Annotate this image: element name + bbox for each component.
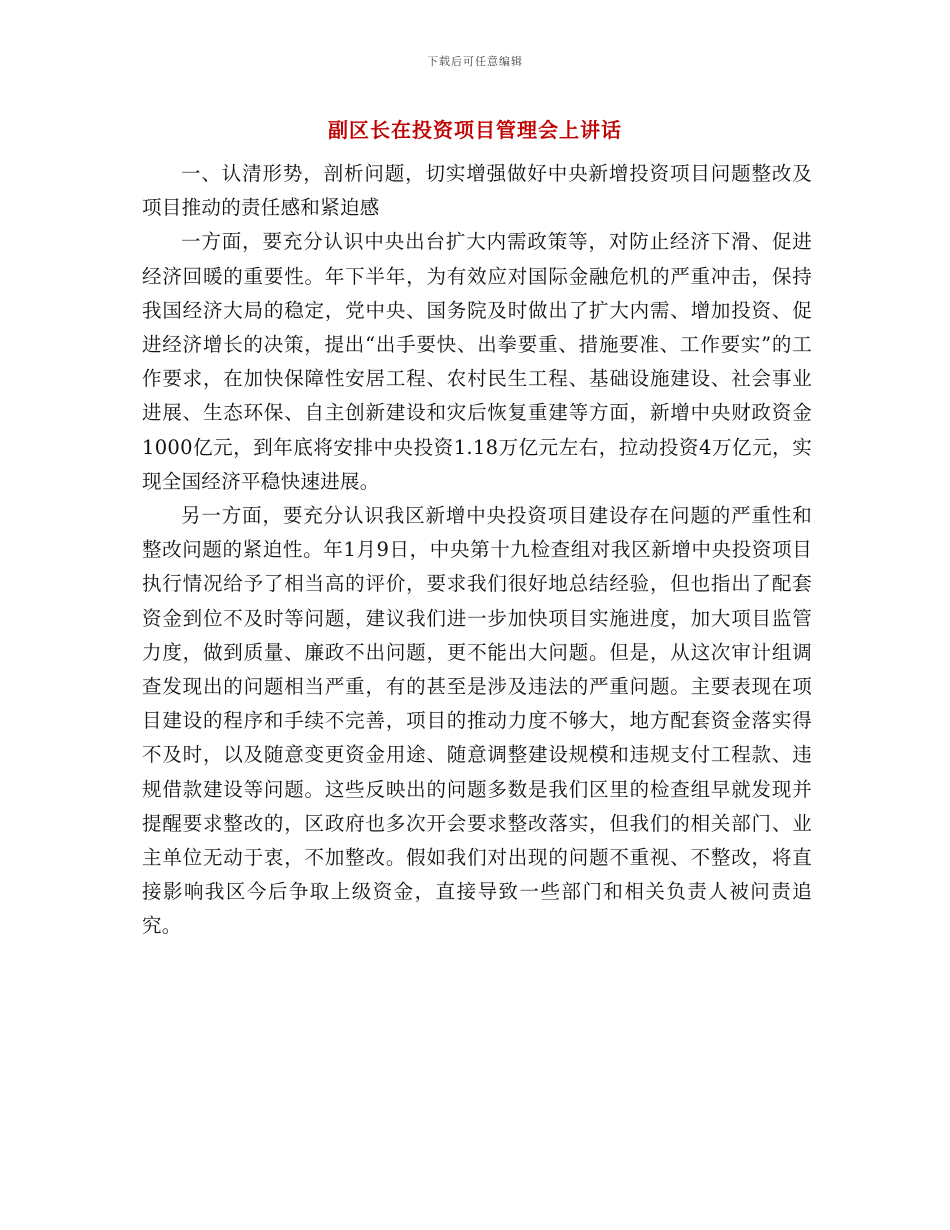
page-header: 下载后可任意编辑 [427,55,523,68]
paragraph: 一方面，要充分认识中央出台扩大内需政策等，对防止经济下滑、促进经济回暖的重要性。年下半年，为有效应对国际金融危机的严重冲击，保持我国经济大局的稳定，党中央、国务院及时做出了扩大内需、增加投资、促进经济增长的决策，提出“出手要快、出拳要重、措施要准、工作要实”的工作要求，在加快保障性安居工程、农村民生工程、基础设施建设、社会事业进展、生态环保、自主创新建设和灾后恢复重建等方面，新增中央财政资金1000亿元，到年底将安排中央投资1.18万亿元左右，拉动投资4万亿元，实现全国经济平稳快速进展。 [142,230,812,493]
paragraph: 另一方面，要充分认识我区新增中央投资项目建设存在问题的严重性和整改问题的紧迫性。年1月9日，中央第十九检查组对我区新增中央投资项目执行情况给予了相当高的评价，要求我们很好地总结经验，但也指出了配套资金到位不及时等问题，建议我们进一步加快项目实施进度，加大项目监管力度，做到质量、廉政不出问题，更不能出大问题。但是，从这次审计组调查发现出的问题相当严重，有的甚至是涉及违法的严重问题。主要表现在项目建设的程序和手续不完善，项目的推动力度不够大，地方配套资金落实得不及时，以及随意变更资金用途、随意调整建设规模和违规支付工程款、违规借款建设等问题。这些反映出的问题多数是我们区里的检查组早就发现并提醒要求整改的，区政府也多次开会要求整改落实，但我们的相关部门、业主单位无动于衷，不加整改。假如我们对出现的问题不重视、不整改，将直接影响我区今后争取上级资金，直接导致一些部门和相关负责人被问责追究。 [142,504,812,938]
document-title: 副区长在投资项目管理会上讲话 [328,118,622,142]
document-body [142,157,812,944]
section-heading: 一、认清形势，剖析问题，切实增强做好中央新增投资项目问题整改及项目推动的责任感和紧迫感 [142,162,812,220]
